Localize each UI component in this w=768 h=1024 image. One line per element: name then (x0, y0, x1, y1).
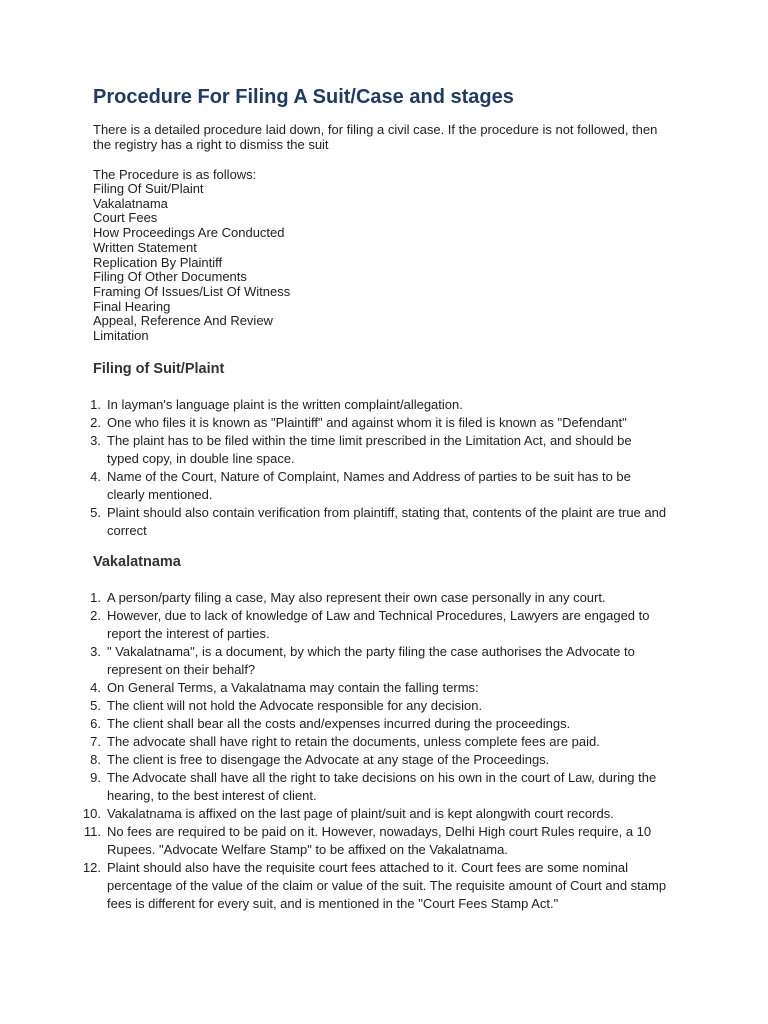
list-item (90, 643, 667, 679)
item-text: Plaint should also have the requisite court fees attached to it. Court fees are some nominal percentage of the value of the claim or value of the suit. The requisite amount of Court and stamp fees is different for every suit, and is mentioned in the "Court Fees Stamp Act." (107, 860, 667, 911)
item-text: However, due to lack of knowledge of Law and Technical Procedures, Lawyers are engaged to report the interest of parties. (107, 608, 650, 641)
procedure-item: Final Hearing (93, 298, 171, 314)
item-text: One who files it is known as "Plaintiff" and against whom it is filed is known as "Defendant" (107, 415, 627, 430)
procedure-item: Framing Of Issues/List Of Witness (93, 283, 291, 299)
procedure-item: Court Fees (93, 210, 158, 226)
intro-paragraph: There is a detailed procedure laid down, for filing a civil case. If the procedure is not followed, then the registry has a right to dismiss the suit (93, 122, 658, 152)
item-text: On General Terms, a Vakalatnama may contain the falling terms: (107, 680, 479, 695)
item-text: The advocate shall have right to retain the documents, unless complete fees are paid. (107, 734, 600, 749)
procedure-list (93, 182, 290, 344)
item-number: 5. (90, 698, 101, 713)
vakalatnama-list (82, 589, 667, 913)
item-number: 1. (90, 397, 101, 412)
list-item (90, 751, 667, 769)
item-number: 9. (90, 770, 101, 785)
procedure-item: Limitation (93, 328, 149, 344)
item-text: The client will not hold the Advocate responsible for any decision. (107, 698, 483, 713)
list-item (90, 607, 667, 643)
item-number: 3. (90, 433, 101, 448)
item-text: A person/party filing a case, May also represent their own case personally in any court. (107, 590, 606, 605)
item-text: In layman's language plaint is the written complaint/allegation. (107, 397, 463, 412)
item-text: The client is free to disengage the Advocate at any stage of the Proceedings. (107, 752, 550, 767)
procedure-item: Appeal, Reference And Review (93, 313, 273, 329)
procedure-item: Replication By Plaintiff (93, 254, 223, 270)
list-item (90, 504, 667, 540)
procedure-item: Vakalatnama (93, 195, 168, 211)
item-text: Name of the Court, Nature of Complaint, Names and Address of parties to be suit has to be clearly mentioned. (107, 469, 631, 502)
section-heading-filing: Filing of Suit/Plaint (93, 361, 225, 377)
item-number: 8. (90, 752, 101, 767)
item-number: 11. (83, 824, 101, 839)
list-item (83, 823, 667, 859)
item-text: " Vakalatnama", is a document, by which the party filing the case authorises the Advocate to represent on their behalf? (107, 644, 635, 677)
item-number: 2. (90, 608, 101, 623)
item-number: 3. (90, 644, 101, 659)
item-text: The Advocate shall have all the right to take decisions on his own in the court of Law, during the hearing, to the best interest of client. (107, 770, 657, 803)
item-number: 5. (90, 505, 101, 520)
item-number: 12. (82, 860, 101, 875)
section-heading-vakalatnama: Vakalatnama (93, 554, 181, 570)
list-item (90, 715, 667, 733)
item-number: 4. (90, 680, 101, 695)
procedure-item: Filing Of Suit/Plaint (93, 181, 204, 196)
item-number: 6. (90, 716, 101, 731)
procedure-label: The Procedure is as follows: (93, 167, 257, 182)
list-item (82, 859, 667, 913)
procedure-item: Filing Of Other Documents (93, 269, 247, 285)
item-text: Plaint should also contain verification from plaintiff, stating that, contents of the plaint are true and correct (107, 505, 667, 538)
item-text: Vakalatnama is affixed on the last page of plaint/suit and is kept alongwith court records. (107, 806, 614, 821)
list-item (90, 432, 667, 468)
list-item (90, 468, 667, 504)
list-item (90, 733, 667, 751)
list-item (90, 414, 667, 432)
filing-list (90, 396, 667, 540)
list-item (90, 697, 667, 715)
page-title: Procedure For Filing A Suit/Case and stages (93, 86, 514, 108)
list-item (82, 805, 667, 823)
item-number: 1. (90, 590, 101, 605)
item-text: The plaint has to be filed within the time limit prescribed in the Limitation Act, and should be typed copy, in double line space. (107, 433, 632, 466)
item-number: 7. (90, 734, 101, 749)
list-item (90, 589, 667, 607)
item-text: No fees are required to be paid on it. However, nowadays, Delhi High court Rules require, a 10 Rupees. "Advocate Welfare Stamp" to be affixed on the Vakalatnama. (107, 824, 652, 857)
item-text: The client shall bear all the costs and/expenses incurred during the proceedings. (107, 716, 571, 731)
procedure-item: How Proceedings Are Conducted (93, 225, 285, 241)
item-number: 10. (82, 806, 101, 821)
list-item (90, 396, 667, 414)
item-number: 2. (90, 415, 101, 430)
list-item (90, 769, 667, 805)
list-item (90, 679, 667, 697)
item-number: 4. (90, 469, 101, 484)
procedure-item: Written Statement (93, 239, 197, 255)
